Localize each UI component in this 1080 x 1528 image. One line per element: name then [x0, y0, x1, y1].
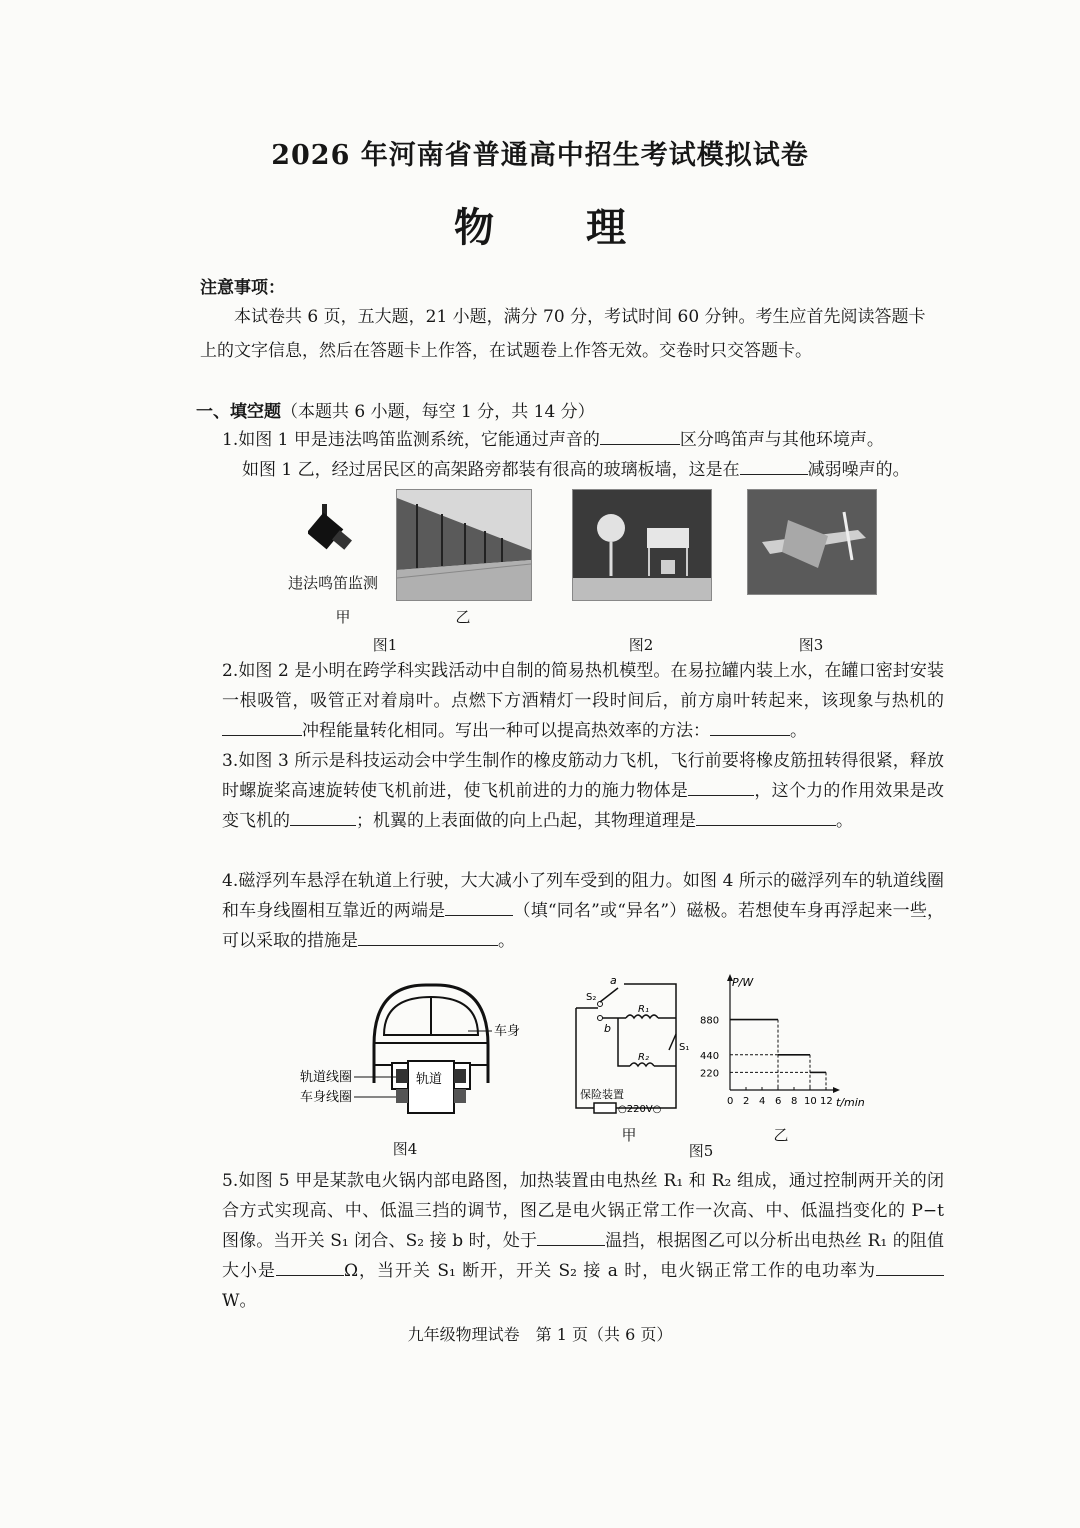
resistor-r2 — [630, 1063, 654, 1066]
section-note: （本题共 6 小题，每空 1 分，共 14 分） — [281, 402, 595, 422]
subject-title — [0, 196, 1080, 253]
figure-4-maglev — [296, 975, 536, 1115]
answer-blank — [290, 807, 356, 826]
r1-label: R₁ — [638, 1004, 649, 1015]
q1-text-b: 区分鸣笛声与其他环境声。 — [679, 430, 884, 450]
car-coil-left — [396, 1089, 408, 1103]
answer-blank — [600, 426, 680, 445]
page-footer: 九年级物理试卷 第 1 页（共 6 页） — [407, 1325, 673, 1344]
q3-text-c: ；机翼的上表面做的向上凸起，其物理道理是 — [356, 811, 696, 831]
subject-char-2: 理 — [586, 204, 626, 251]
answer-blank — [222, 717, 302, 736]
car-coil-label: 车身线圈 — [300, 1090, 353, 1105]
rubber-plane-photo — [747, 489, 877, 595]
fig5-yi-label: 乙 — [773, 1126, 789, 1144]
q4-text-a: 磁浮列车悬浮在轨道上行驶，大大减小了列车受到的阻力。如图 4 所示的磁浮列车的轨道线圈和车身线圈相互靠近的两端是 — [222, 871, 944, 921]
y-tick-label: 880 — [700, 1015, 720, 1027]
terminal-a-label: a — [610, 974, 617, 987]
terminal-b-label: b — [604, 1022, 611, 1035]
answer-blank — [710, 717, 790, 736]
q1-text-a: 如图 1 甲是违法鸣笛监测系统，它能通过声音的 — [238, 430, 600, 450]
question-3 — [222, 746, 944, 836]
q4-text-b: （填“同名”或“异名”）磁极。若想使车身再浮起来一些，可以采取的措施是 — [222, 901, 945, 951]
q5-text-b: 温挡，根据图乙可以分析出电热丝 R₁ 的阻值大小是 — [222, 1231, 944, 1281]
y-axis-label: P/W — [732, 976, 754, 989]
question-2 — [222, 656, 944, 746]
q3-text-a: 如图 3 所示是科技运动会中学生制作的橡皮筋动力飞机，飞行前要将橡皮筋扭转得很紧，释放时螺旋桨高速旋转使飞机前进，使飞机前进的力的施力物体是 — [222, 751, 944, 801]
track-block — [408, 1061, 454, 1113]
switch-s1 — [669, 1034, 676, 1050]
fig5-jia-label: 甲 — [621, 1126, 637, 1144]
section-title: 一、填空题 — [196, 402, 281, 422]
q5-text-a: 如图 5 甲是某款电火锅内部电路图，加热装置由电热丝 R₁ 和 R₂ 组成，通过控制两开关的闭合方式实现高、中、低温三挡的调节，图乙是电火锅正常工作一次高、中、低温挡变化的 P−t 图像。当开关 S₁ 闭合、S₂ 接 b 时，处于 — [222, 1171, 944, 1251]
q1-text-d: 减弱噪声的。 — [807, 460, 910, 480]
q1-text-c: 如图 1 乙，经过居民区的高架路旁都装有很高的玻璃板墙，这是在 — [242, 460, 740, 480]
notice-text: 本试卷共 6 页，五大题，21 小题，满分 70 分，考试时间 60 分钟。考生应首先阅读答题卡上的文字信息，然后在答题卡上作答，在试题卷上作答无效。交卷时只交答题卡。 — [200, 307, 926, 361]
q2-text-c: 。 — [790, 721, 807, 741]
q5-text-c: Ω，当开关 S₁ 断开，开关 S₂ 接 a 时，电火锅正常工作的电功率为 — [343, 1261, 876, 1281]
question-1 — [222, 425, 944, 485]
answer-blank — [358, 927, 498, 946]
fuse-box — [594, 1103, 616, 1113]
question-5 — [222, 1166, 944, 1316]
resistor-r1 — [626, 1015, 658, 1018]
figure-5-circuit — [566, 972, 696, 1122]
q4-text-c: 。 — [498, 931, 515, 951]
x-tick-label: 10 — [804, 1096, 817, 1107]
y-tick-label: 220 — [700, 1068, 720, 1080]
fig1-jia-label: 甲 — [335, 608, 351, 626]
fig4-caption: 图4 — [392, 1140, 418, 1158]
fig2-caption: 图2 — [628, 636, 654, 654]
answer-blank — [696, 807, 836, 826]
track-coil-right — [454, 1069, 466, 1083]
track-coil-left — [396, 1069, 408, 1083]
x-tick-label: 6 — [775, 1096, 782, 1107]
fuse-label: 保险装置 — [580, 1088, 624, 1101]
answer-blank — [688, 777, 754, 796]
q5-text-d: W。 — [222, 1291, 257, 1311]
q3-text-d: 。 — [836, 811, 853, 831]
x-axis-label: t/min — [836, 1096, 865, 1109]
q4-number: 4. — [222, 871, 239, 891]
question-4 — [222, 866, 944, 956]
q2-text-b: 冲程能量转化相同。写出一种可以提高热效率的方法： — [302, 721, 710, 741]
supply-label: ○220V○ — [618, 1104, 662, 1115]
x-tick-label: 0 — [727, 1096, 734, 1107]
fig5-caption: 图5 — [688, 1142, 714, 1160]
s1-label: S₁ — [679, 1042, 690, 1053]
r2-label: R₂ — [638, 1052, 649, 1063]
glass-wall-photo — [396, 489, 532, 601]
y-tick-label: 440 — [700, 1050, 720, 1062]
answer-blank — [537, 1227, 605, 1246]
answer-blank — [276, 1257, 344, 1276]
q3-text-b: ，这个力的作用效果是改变飞机的 — [222, 781, 945, 831]
fig3-caption: 图3 — [798, 636, 824, 654]
q2-text-a: 如图 2 是小明在跨学科实践活动中自制的简易热机模型。在易拉罐内装上水，在罐口密封安装一根吸管，吸管正对着扇叶。点燃下方酒精灯一段时间后，前方扇叶转起来，该现象与热机的 — [222, 661, 944, 711]
camera-icon — [308, 504, 358, 560]
section-heading — [196, 397, 595, 422]
car-body-label: 车身 — [494, 1024, 521, 1039]
x-tick-label: 2 — [743, 1096, 750, 1107]
q5-number: 5. — [222, 1171, 239, 1191]
q1-number: 1. — [222, 430, 239, 450]
q2-number: 2. — [222, 661, 239, 681]
q3-number: 3. — [222, 751, 239, 771]
answer-blank — [445, 897, 513, 916]
x-tick-label: 12 — [820, 1096, 833, 1107]
answer-blank — [740, 456, 808, 475]
exam-title: 2026 年河南省普通高中招生考试模拟试卷 — [271, 140, 809, 171]
car-coil-right — [454, 1089, 466, 1103]
figure-5-pt-chart — [696, 970, 868, 1116]
answer-blank — [876, 1257, 944, 1276]
heat-engine-photo — [572, 489, 712, 601]
switch-s2 — [600, 988, 618, 1002]
fig1-yi-label: 乙 — [455, 608, 471, 626]
notice-heading: 注意事项： — [200, 278, 285, 298]
camera-label: 违法鸣笛监测 — [287, 574, 378, 592]
x-tick-label: 4 — [759, 1096, 766, 1107]
fig1-caption: 图1 — [372, 636, 398, 654]
x-tick-label: 8 — [791, 1096, 798, 1107]
subject-char-1: 物 — [454, 204, 494, 251]
track-label: 轨道 — [416, 1072, 443, 1087]
track-coil-label: 轨道线圈 — [300, 1070, 353, 1085]
s2-label: S₂ — [586, 992, 597, 1003]
